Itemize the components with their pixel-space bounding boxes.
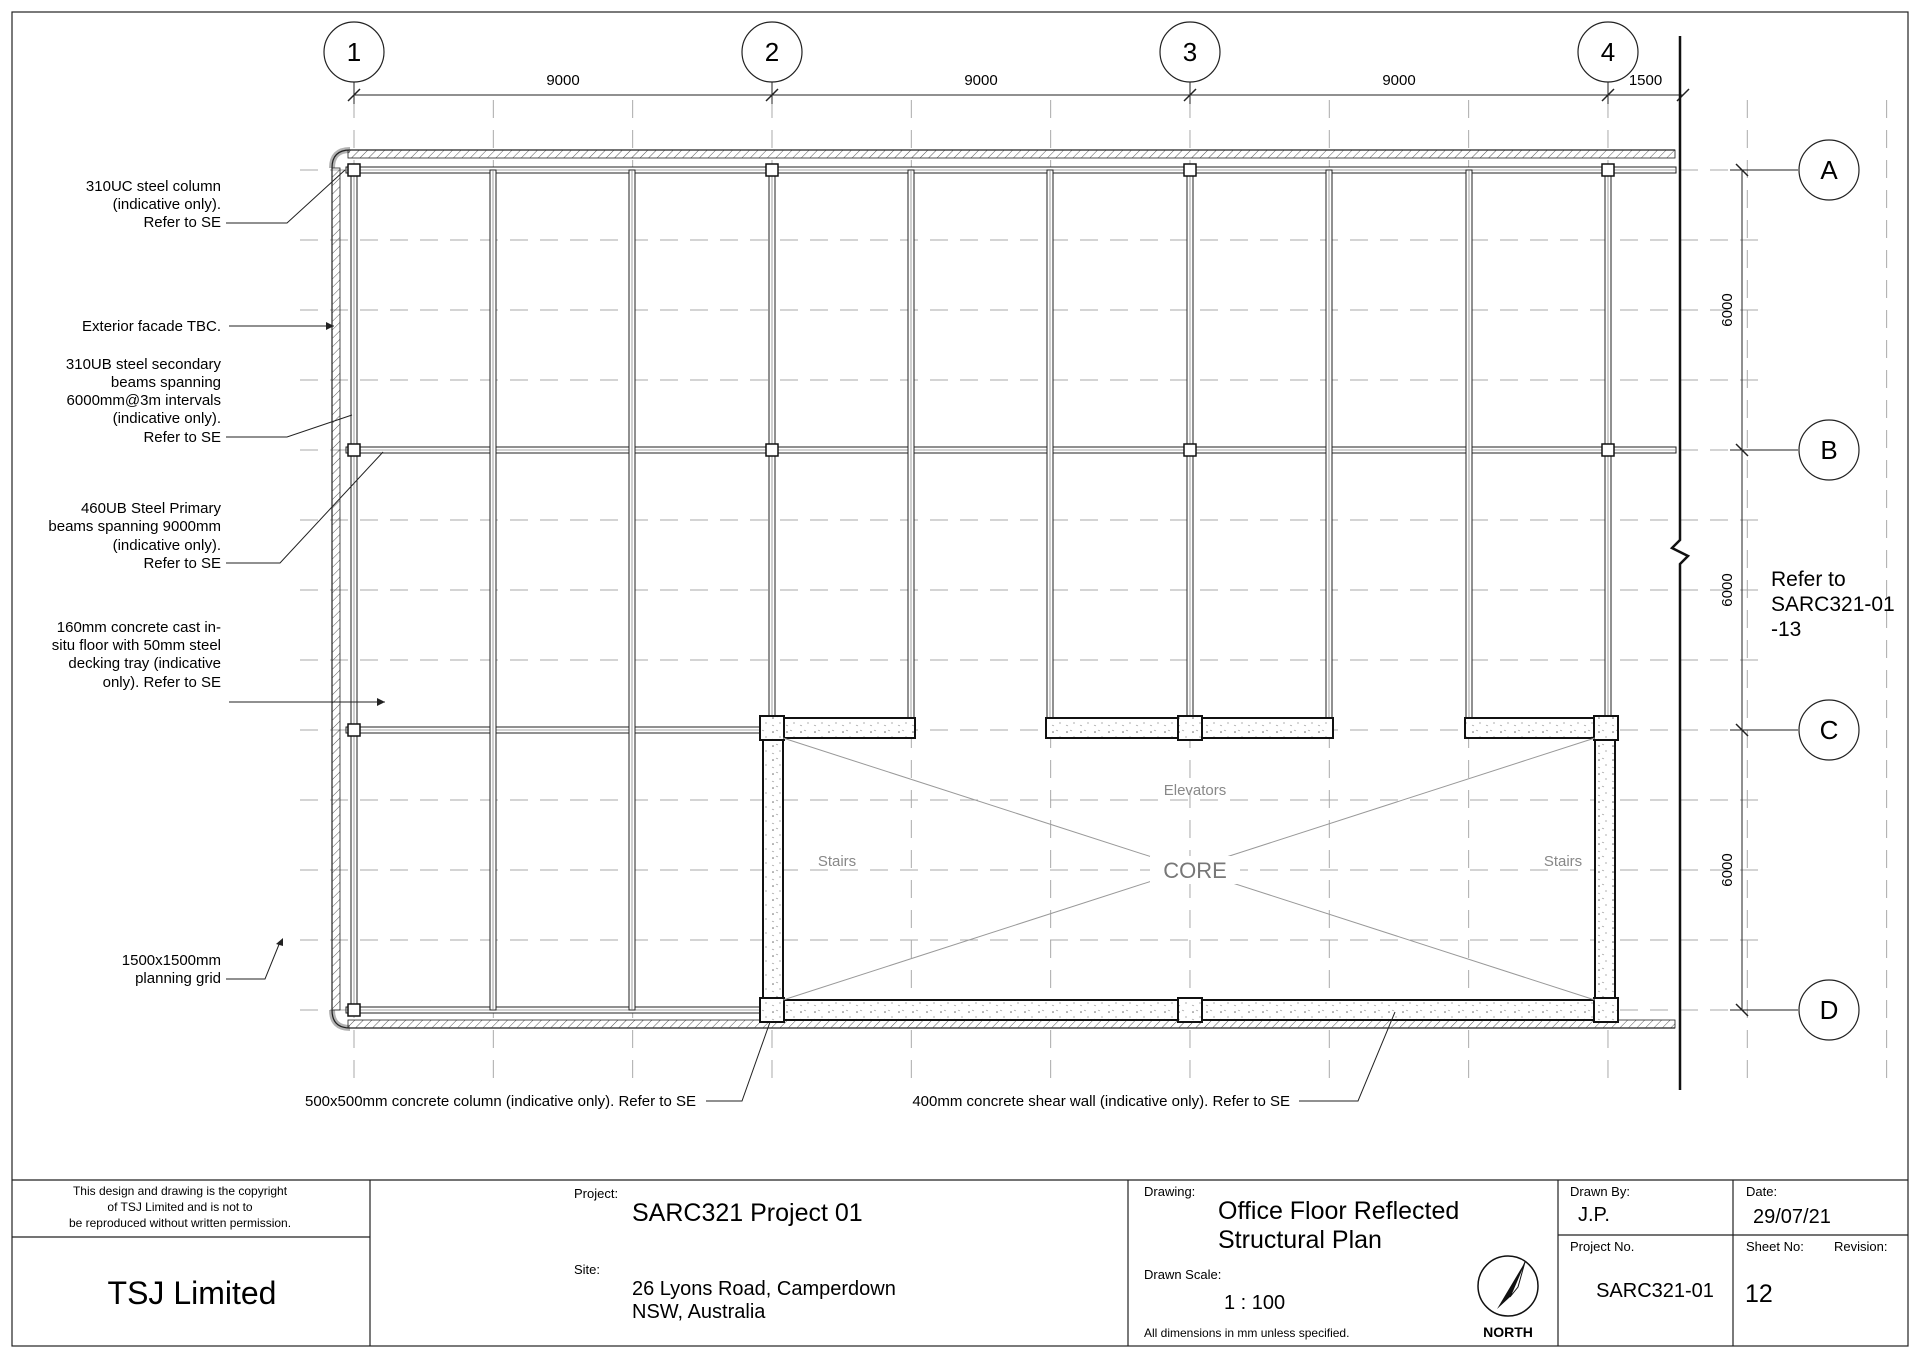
concrete-column (760, 716, 784, 740)
dimension-text: 9000 (1382, 72, 1416, 89)
concrete-column (1594, 998, 1618, 1022)
project-label: Project: (574, 1186, 619, 1201)
primary-note-3: (indicative only). (112, 537, 221, 554)
copyright-line-2: of TSJ Limited and is not to (107, 1200, 253, 1214)
dimension-text: 9000 (964, 72, 998, 89)
north-arrow-icon (1478, 1256, 1538, 1340)
sheet-border (12, 12, 1908, 1346)
steel-column (1184, 164, 1196, 176)
site-line-2: NSW, Australia (632, 1301, 766, 1323)
concrete-column (760, 998, 784, 1022)
stairs-left-label: Stairs (817, 853, 857, 870)
break-line (1672, 36, 1688, 1090)
drawn-by-label: Drawn By: (1570, 1184, 1630, 1199)
planning-note-2: planning grid (135, 970, 221, 987)
project-no-label: Project No. (1570, 1239, 1635, 1254)
site-label: Site: (574, 1262, 601, 1277)
date-label: Date: (1746, 1184, 1778, 1199)
dimension-text: 9000 (546, 72, 580, 89)
scale-value: 1 : 100 (1224, 1292, 1286, 1314)
steel-column (348, 1004, 360, 1016)
elevators-label: Elevators (1163, 782, 1227, 799)
refer-to-note (1771, 568, 1895, 641)
steel-column (348, 164, 360, 176)
drawing-label: Drawing: (1144, 1184, 1196, 1199)
drawn-by-value: J.P. (1578, 1204, 1610, 1226)
dimension-text: 6000 (1719, 293, 1736, 327)
refer-to-line-2: SARC321-01 (1771, 593, 1895, 616)
title-block (12, 1180, 1908, 1346)
grid-label-row: A (1820, 155, 1838, 185)
primary-note-1: 460UB Steel Primary (80, 500, 221, 517)
dimension-text: 1500 (1628, 72, 1663, 89)
slab-note-3: decking tray (indicative (68, 655, 221, 672)
grid-label-row: B (1820, 435, 1838, 465)
core-void (783, 738, 1595, 1000)
concrete-column-note: 500x500mm concrete column (indicative only). Refer to SE (304, 1093, 696, 1110)
project-name: SARC321 Project 01 (632, 1199, 863, 1227)
primary-note-4: Refer to SE (143, 555, 221, 572)
primary-note-2: beams spanning 9000mm (48, 518, 221, 535)
secondary-note-4: (indicative only). (112, 410, 221, 427)
site-line-1: 26 Lyons Road, Camperdown (632, 1278, 896, 1300)
concrete-column (1178, 716, 1202, 740)
dimensions-note: All dimensions in mm unless specified. (1144, 1326, 1350, 1340)
concrete-column (1178, 998, 1202, 1022)
steel-column (348, 444, 360, 456)
slab-note-1: 160mm concrete cast in- (56, 619, 221, 636)
steel-column (766, 444, 778, 456)
steel-column (766, 164, 778, 176)
drawing-title-2: Structural Plan (1218, 1226, 1382, 1254)
steel-column (348, 724, 360, 736)
project-no-value: SARC321-01 (1596, 1280, 1714, 1302)
sheet-no-label: Sheet No: (1746, 1239, 1804, 1254)
steel-column (1602, 164, 1614, 176)
dimension-text: 6000 (1719, 573, 1736, 607)
column-note-1: 310UC steel column (85, 178, 221, 195)
revision-label: Revision: (1834, 1239, 1888, 1254)
stairs-right-label: Stairs (1543, 853, 1583, 870)
grid-label-col: 2 (764, 37, 780, 67)
scale-label: Drawn Scale: (1144, 1267, 1222, 1282)
date-value: 29/07/21 (1753, 1206, 1831, 1228)
column-note-3: Refer to SE (143, 214, 221, 231)
secondary-note-3: 6000mm@3m intervals (66, 392, 221, 409)
column-note-2: (indicative only). (112, 196, 221, 213)
shear-wall-note: 400mm concrete shear wall (indicative only). Refer to SE (912, 1093, 1290, 1110)
north-label: NORTH (1483, 1324, 1533, 1340)
grid-label-row: C (1819, 715, 1839, 745)
grid-label-col: 3 (1182, 37, 1198, 67)
facade-note: Exterior facade TBC. (82, 318, 221, 335)
planning-note-1: 1500x1500mm (121, 952, 221, 969)
exterior-facade (332, 150, 1675, 1028)
copyright-line-3: be reproduced without written permission. (68, 1216, 292, 1230)
slab-note-2: situ floor with 50mm steel (51, 637, 221, 654)
core-label: CORE (1163, 858, 1227, 883)
steel-column (1184, 444, 1196, 456)
steel-column (1602, 444, 1614, 456)
grid-label-col: 1 (346, 37, 362, 67)
slab-note-4: only). Refer to SE (102, 674, 221, 691)
refer-to-line-3: -13 (1771, 618, 1802, 641)
secondary-note-1: 310UB steel secondary (65, 356, 221, 373)
grid-label-row: D (1819, 995, 1839, 1025)
refer-to-line-1: Refer to (1771, 568, 1846, 591)
concrete-column (1594, 716, 1618, 740)
grid-markers (324, 22, 1859, 1040)
sheet-no-value: 12 (1745, 1280, 1773, 1308)
grid-label-col: 4 (1600, 37, 1616, 67)
drawing-title-1: Office Floor Reflected (1218, 1197, 1460, 1225)
secondary-note-5: Refer to SE (143, 429, 221, 446)
dimension-text: 6000 (1719, 853, 1736, 887)
copyright-line-1: This design and drawing is the copyright (72, 1184, 288, 1198)
planning-grid (300, 100, 1887, 1085)
secondary-note-2: beams spanning (110, 374, 221, 391)
company-name: TSJ Limited (107, 1275, 277, 1311)
